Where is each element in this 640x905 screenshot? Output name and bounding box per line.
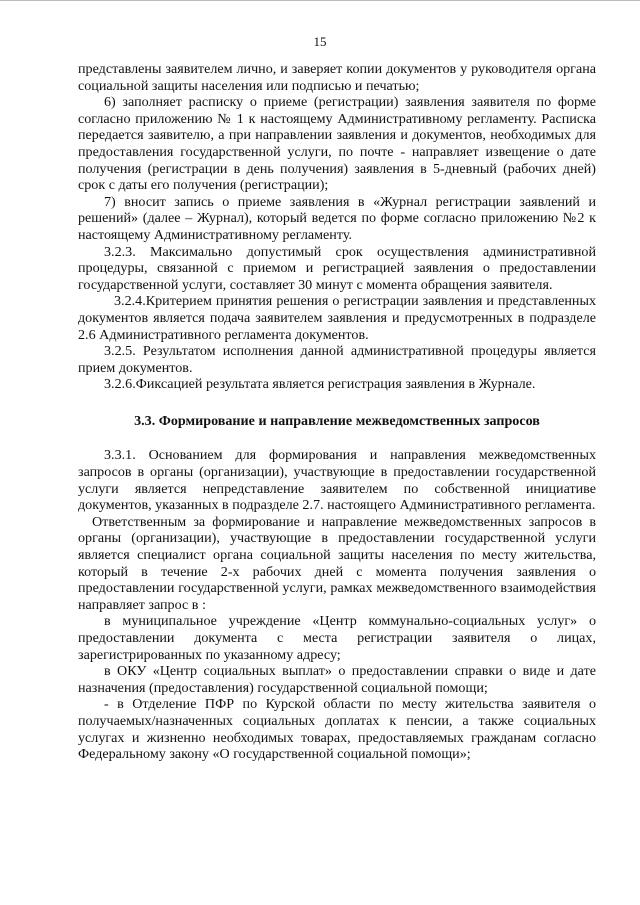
page-number: 15: [313, 34, 327, 49]
paragraph-3-3-1: 3.3.1. Основанием для формирования и направления межведомственных запросов в органы (организации), участвующие в предоставлении государственной услуги является непредставление заявителем по собственной инициативе документов, указанных в подразделе 2.7. настоящего Административного регламента.: [78, 447, 596, 514]
paragraph-continuation: представлены заявителем лично, и заверяет копии документов у руководителя органа социальной защиты населения или подписью и печатью;: [78, 61, 596, 94]
scan-edge-mark: [0, 0, 640, 1]
paragraph-item-7: 7) вносит запись о приеме заявления в «Журнал регистрации заявлений и решений» (далее – Журнал), который ведется по форме согласно приложению №2 к настоящему Административному регламенту.: [78, 193, 596, 243]
document-body: [78, 61, 596, 763]
paragraph-3-2-6: 3.2.6.Фиксацией результата является регистрация заявления в Журнале.: [104, 376, 536, 393]
paragraph-3-2-4: 3.2.4.Критерием принятия решения о регистрации заявления и представленных документов является подача заявителем заявления и предусмотренных в подразделе 2.6 Административного регламента документов.: [78, 293, 596, 343]
paragraph-3-2-3: 3.2.3. Максимально допустимый срок осуществления административной процедуры, связанной с приемом и регистрацией заявления о предоставлении государственной услуги, составляет 30 минут с момента обращения заявителя.: [78, 243, 596, 293]
section-heading: 3.3. Формирование и направление межведомственных запросов: [134, 412, 540, 429]
paragraph-item-6: 6) заполняет расписку о приеме (регистрации) заявления заявителя по форме согласно приложению № 1 к настоящему Административному регламенту. Расписка передается заявителю, а при направлении заявления и документов, необходимых для предоставления государственной услуги, по почте - направляет извещение о дате получения (регистрации в день получения) заявления в 5-дневный (рабочих дней) срок с даты его получения (регистрации);: [78, 94, 596, 194]
paragraph-responsible: Ответственным за формирование и направление межведомственных запросов в органы (организации), участвующие в предоставлении государственной услуги является специалист органа социальной защиты населения по месту жительства, который в течение 2-х рабочих дней с момента получения заявления о предоставлении государственной услуги, рамках межведомственного взаимодействия направляет запрос в :: [78, 513, 596, 613]
paragraph-3-2-5: 3.2.5. Результатом исполнения данной административной процедуры является прием документов.: [78, 343, 596, 376]
paragraph-request-pfr: - в Отделение ПФР по Курской области по месту жительства заявителя о получаемых/назначенных социальных доплатах к пенсии, а также социальных услугах и жизненно необходимых товарах, предоставляемых гражданам согласно Федеральному закону «О государственной социальной помощи»;: [78, 696, 596, 763]
paragraph-request-oku: в ОКУ «Центр социальных выплат» о предоставлении справки о виде и дате назначения (предоставления) государственной социальной помощи;: [78, 663, 596, 696]
paragraph-request-municipal: в муниципальное учреждение «Центр коммунально-социальных услуг» о предоставлении документа с места регистрации заявителя о лицах, зарегистрированных по указанному адресу;: [78, 613, 596, 663]
